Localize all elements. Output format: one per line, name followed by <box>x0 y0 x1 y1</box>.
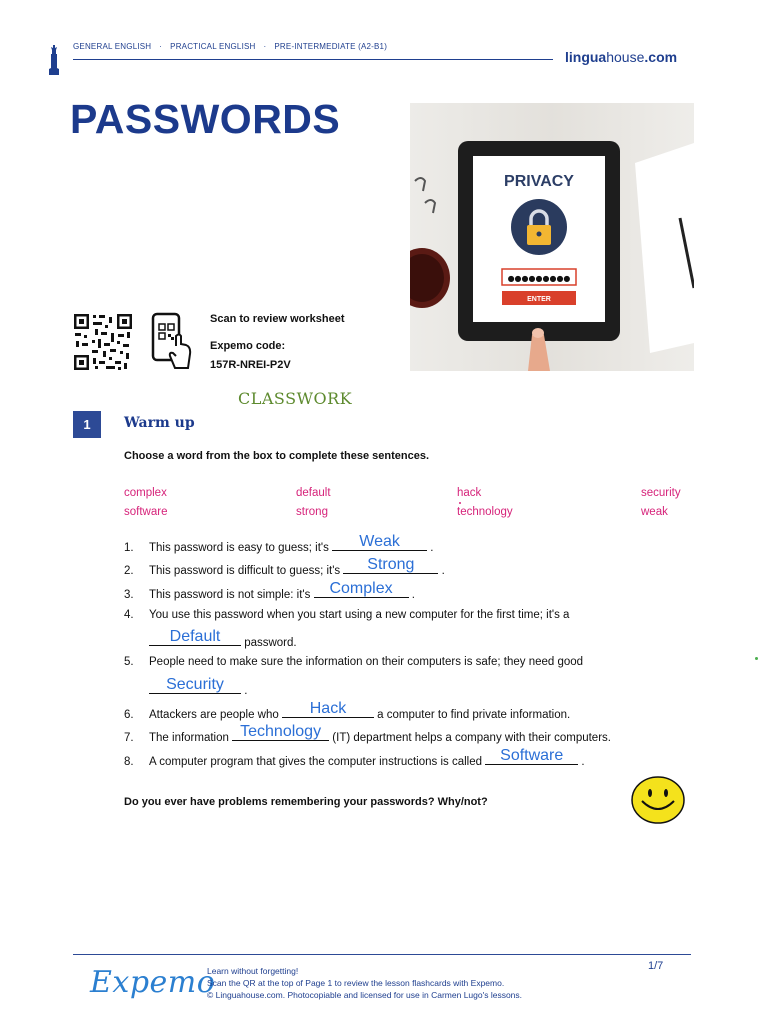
answer-text: Weak <box>359 533 400 550</box>
answer-text: Security <box>166 676 224 693</box>
instruction-text: Choose a word from the box to complete these sentences. <box>124 450 430 462</box>
section-number: 1 <box>73 411 101 438</box>
answer-blank[interactable] <box>232 723 329 741</box>
answer-text: Hack <box>309 700 347 717</box>
breadcrumb-separator: · <box>159 42 163 51</box>
answer-text: Default <box>169 628 221 645</box>
expemo-code: 157R-NREI-P2V <box>210 359 291 371</box>
footer-tagline: Learn without forgetting! <box>207 966 299 976</box>
word-box-item: weak <box>641 506 668 518</box>
answer-blank[interactable] <box>149 676 241 694</box>
breadcrumb-separator: · <box>263 42 267 51</box>
breadcrumb-item[interactable]: PRE-INTERMEDIATE (A2-B1) <box>274 42 388 51</box>
answer-blank[interactable] <box>149 628 241 646</box>
stray-mark <box>755 657 758 660</box>
section-title: Warm up <box>124 415 195 431</box>
header-divider <box>73 59 553 60</box>
footer-divider <box>73 954 691 955</box>
qr-code-icon[interactable] <box>73 313 133 371</box>
breadcrumb-item[interactable]: PRACTICAL ENGLISH <box>170 42 256 51</box>
answer-text: Software <box>500 747 564 764</box>
expemo-logo[interactable]: Expemo <box>90 965 216 1000</box>
word-box-item: technology <box>457 506 513 518</box>
exercise-item: 7. The information Technology (IT) department helps a company with their computers. <box>124 723 611 744</box>
word-box-item: complex <box>124 487 167 499</box>
exercise-item: 5. People need to make sure the information on their computers is safe; they need good <box>124 656 584 668</box>
exercise-item: 3. This password is not simple: it's Complex . <box>124 580 415 601</box>
svg-text:ENTER: ENTER <box>527 296 551 303</box>
scan-label: Scan to review worksheet <box>210 313 345 325</box>
privacy-tablet-photo <box>410 103 694 371</box>
word-box-item: strong <box>296 506 328 518</box>
exercise-item: 1. This password is easy to guess; it's Weak . <box>124 533 434 554</box>
classwork-heading: CLASSWORK <box>238 389 353 408</box>
page-title: PASSWORDS <box>70 96 341 142</box>
answer-blank[interactable] <box>343 556 438 574</box>
exercise-item: 8. A computer program that gives the computer instructions is called Software . <box>124 747 585 768</box>
exercise-item: 6. Attackers are people who Hack a computer to find private information. <box>124 700 571 721</box>
answer-blank[interactable] <box>314 580 409 598</box>
breadcrumb-item[interactable]: GENERAL ENGLISH <box>73 42 152 51</box>
answer-blank[interactable] <box>485 747 578 765</box>
exercise-item-continued: Default password. <box>149 633 297 649</box>
svg-text:PRIVACY: PRIVACY <box>504 173 574 190</box>
phone-scan-icon <box>150 312 192 370</box>
footer-instructions: Scan the QR at the top of Page 1 to review the lesson flashcards with Expemo. <box>207 978 505 988</box>
breadcrumb <box>73 42 387 51</box>
linguahouse-logo[interactable]: linguahouse.com <box>565 49 678 65</box>
stray-mark <box>459 502 461 504</box>
answer-blank[interactable] <box>332 533 427 551</box>
discussion-question: Do you ever have problems remembering your passwords? Why/not? <box>124 796 488 808</box>
answer-text: Complex <box>329 580 393 597</box>
exercise-item-continued: Security . <box>149 681 247 697</box>
answer-text: Strong <box>367 556 415 573</box>
svg-text:●●●●●●●●●: ●●●●●●●●● <box>507 274 571 283</box>
answer-blank[interactable] <box>282 700 374 718</box>
smiley-face-icon <box>630 775 686 825</box>
exercise-item: 2. This password is difficult to guess; it's Strong . <box>124 556 445 577</box>
word-box-item: security <box>641 487 681 499</box>
statue-of-liberty-icon <box>48 44 60 76</box>
exercise-item: 4. You use this password when you start using a new computer for the first time; it's a <box>124 609 570 621</box>
word-box-item: hack <box>457 487 482 499</box>
word-box-item: software <box>124 506 168 518</box>
footer-copyright: © Linguahouse.com. Photocopiable and licensed for use in Carmen Lugo's lessons. <box>207 990 523 1000</box>
page-number: 1/7 <box>648 960 664 972</box>
word-box-item: default <box>296 487 331 499</box>
answer-text: Technology <box>240 723 322 740</box>
expemo-code-label: Expemo code: <box>210 340 286 352</box>
